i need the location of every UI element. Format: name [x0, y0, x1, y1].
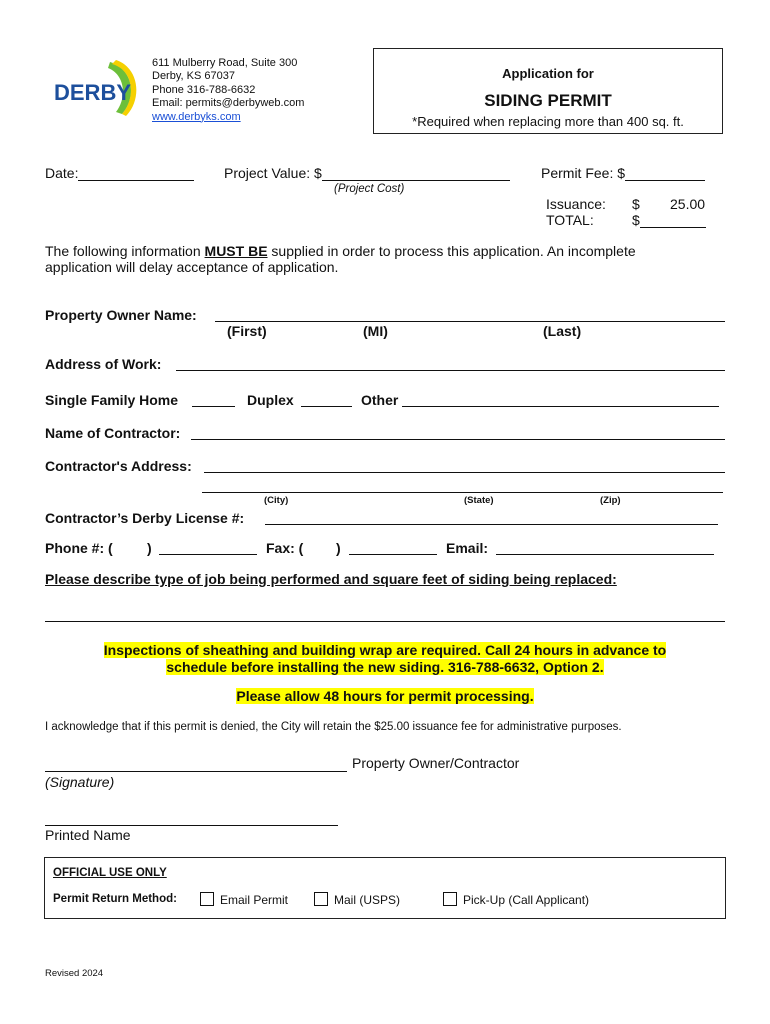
signature-label: (Signature)	[45, 774, 115, 790]
title-box	[373, 48, 723, 134]
printed-name-label: Printed Name	[45, 827, 131, 843]
option-mail-usps[interactable]	[314, 892, 400, 907]
address-of-work-input-line[interactable]	[176, 370, 725, 371]
license-label: Contractor’s Derby License #:	[45, 510, 245, 526]
option-pick-up[interactable]	[443, 892, 589, 907]
printed-name-input-line[interactable]	[45, 825, 338, 826]
signature-input-line[interactable]	[45, 771, 347, 772]
option-email-permit[interactable]	[200, 892, 288, 907]
pick-up-label: Pick-Up (Call Applicant)	[463, 893, 590, 907]
intro-paragraph	[45, 243, 735, 275]
city-label: (City)	[264, 495, 289, 506]
intro-emphasis: MUST BE	[204, 243, 268, 259]
project-value-field	[224, 165, 510, 181]
owner-first-label: (First)	[227, 323, 267, 339]
revised-date: Revised 2024	[45, 968, 104, 979]
application-for-label: Application for	[502, 66, 594, 81]
describe-job-label: Please describe type of job being performed and square feet of siding being replaced:	[45, 571, 617, 587]
city-contact-info	[152, 57, 304, 124]
fax-label: Fax: (	[266, 540, 304, 556]
date-input-line[interactable]	[78, 165, 194, 181]
total-dollar: $	[632, 212, 640, 228]
phone-number: Phone 316-788-6632	[152, 83, 256, 96]
address-line-1: 611 Mulberry Road, Suite 300	[152, 57, 298, 69]
email-label: Email:	[446, 540, 489, 556]
contractor-city-state-zip-line[interactable]	[202, 492, 723, 493]
zip-label: (Zip)	[600, 495, 621, 506]
contractor-address-input-line[interactable]	[204, 472, 725, 473]
inspection-line-1: Inspections of sheathing and building wrap are required. Call 24 hours in advance to	[103, 642, 667, 658]
inspection-notice	[0, 642, 770, 676]
fax-close-paren: )	[336, 540, 341, 556]
total-input-line[interactable]	[640, 212, 706, 228]
derby-logo	[50, 54, 140, 120]
email-address: Email: permits@derbyweb.com	[152, 97, 305, 110]
signature-role: Property Owner/Contractor	[352, 755, 520, 771]
issuance-dollar: $	[632, 196, 640, 212]
owner-name-label: Property Owner Name:	[45, 307, 197, 323]
contractor-name-input-line[interactable]	[191, 439, 725, 440]
mail-usps-label: Mail (USPS)	[334, 893, 401, 907]
intro-line-2: application will delay acceptance of application.	[45, 259, 339, 275]
project-value-input-line[interactable]	[322, 165, 510, 181]
processing-notice	[0, 688, 770, 704]
date-label: Date:	[45, 165, 79, 181]
pick-up-checkbox[interactable]	[443, 892, 457, 906]
license-input-line[interactable]	[265, 524, 718, 525]
date-field	[45, 165, 194, 181]
single-family-label: Single Family Home	[45, 392, 179, 408]
contractor-address-label: Contractor's Address:	[45, 458, 192, 474]
issuance-value: 25.00	[670, 196, 706, 212]
phone-label: Phone #: (	[45, 540, 113, 556]
fax-input-line[interactable]	[349, 554, 437, 555]
website-link[interactable]: www.derbyks.com	[152, 110, 241, 123]
return-method-label: Permit Return Method:	[53, 893, 177, 905]
permit-title: SIDING PERMIT	[484, 91, 612, 110]
email-input-line[interactable]	[496, 554, 714, 555]
project-cost-note: (Project Cost)	[334, 183, 405, 195]
official-use-box	[44, 857, 726, 919]
project-value-label: Project Value: $	[224, 165, 322, 181]
inspection-line-2: schedule before installing the new siding. 316-788-6632, Option 2.	[166, 659, 604, 675]
address-line-2: Derby, KS 67037	[152, 70, 235, 83]
owner-last-label: (Last)	[543, 323, 582, 339]
acknowledge-text: I acknowledge that if this permit is denied, the City will retain the $25.00 issuance fee for administrative purposes.	[45, 721, 622, 733]
issuance-label: Issuance:	[546, 196, 606, 212]
duplex-label: Duplex	[247, 392, 294, 408]
contractor-name-label: Name of Contractor:	[45, 425, 181, 441]
official-use-heading: OFFICIAL USE ONLY	[53, 867, 167, 879]
state-label: (State)	[464, 495, 494, 506]
phone-close-paren: )	[147, 540, 152, 556]
address-of-work-label: Address of Work:	[45, 356, 162, 372]
mail-usps-checkbox[interactable]	[314, 892, 328, 906]
intro-before: The following information	[45, 243, 205, 259]
other-input-line[interactable]	[402, 406, 719, 407]
required-note: *Required when replacing more than 400 sq. ft.	[412, 114, 684, 129]
email-permit-label: Email Permit	[220, 893, 289, 907]
owner-name-input-line[interactable]	[215, 321, 725, 322]
describe-job-input-line[interactable]	[45, 621, 725, 622]
total-field	[632, 212, 706, 228]
total-label: TOTAL:	[546, 212, 594, 228]
single-family-input-line[interactable]	[192, 406, 235, 407]
permit-fee-label: Permit Fee: $	[541, 165, 626, 181]
permit-fee-field	[541, 165, 705, 181]
duplex-input-line[interactable]	[301, 406, 352, 407]
logo-text: DERBY	[54, 80, 132, 105]
other-label: Other	[361, 392, 399, 408]
email-permit-checkbox[interactable]	[200, 892, 214, 906]
owner-mi-label: (MI)	[363, 323, 388, 339]
phone-input-line[interactable]	[159, 554, 257, 555]
intro-after: supplied in order to process this application. An incomplete	[267, 243, 636, 259]
processing-text: Please allow 48 hours for permit processing.	[236, 688, 534, 704]
permit-fee-input-line[interactable]	[625, 165, 705, 181]
